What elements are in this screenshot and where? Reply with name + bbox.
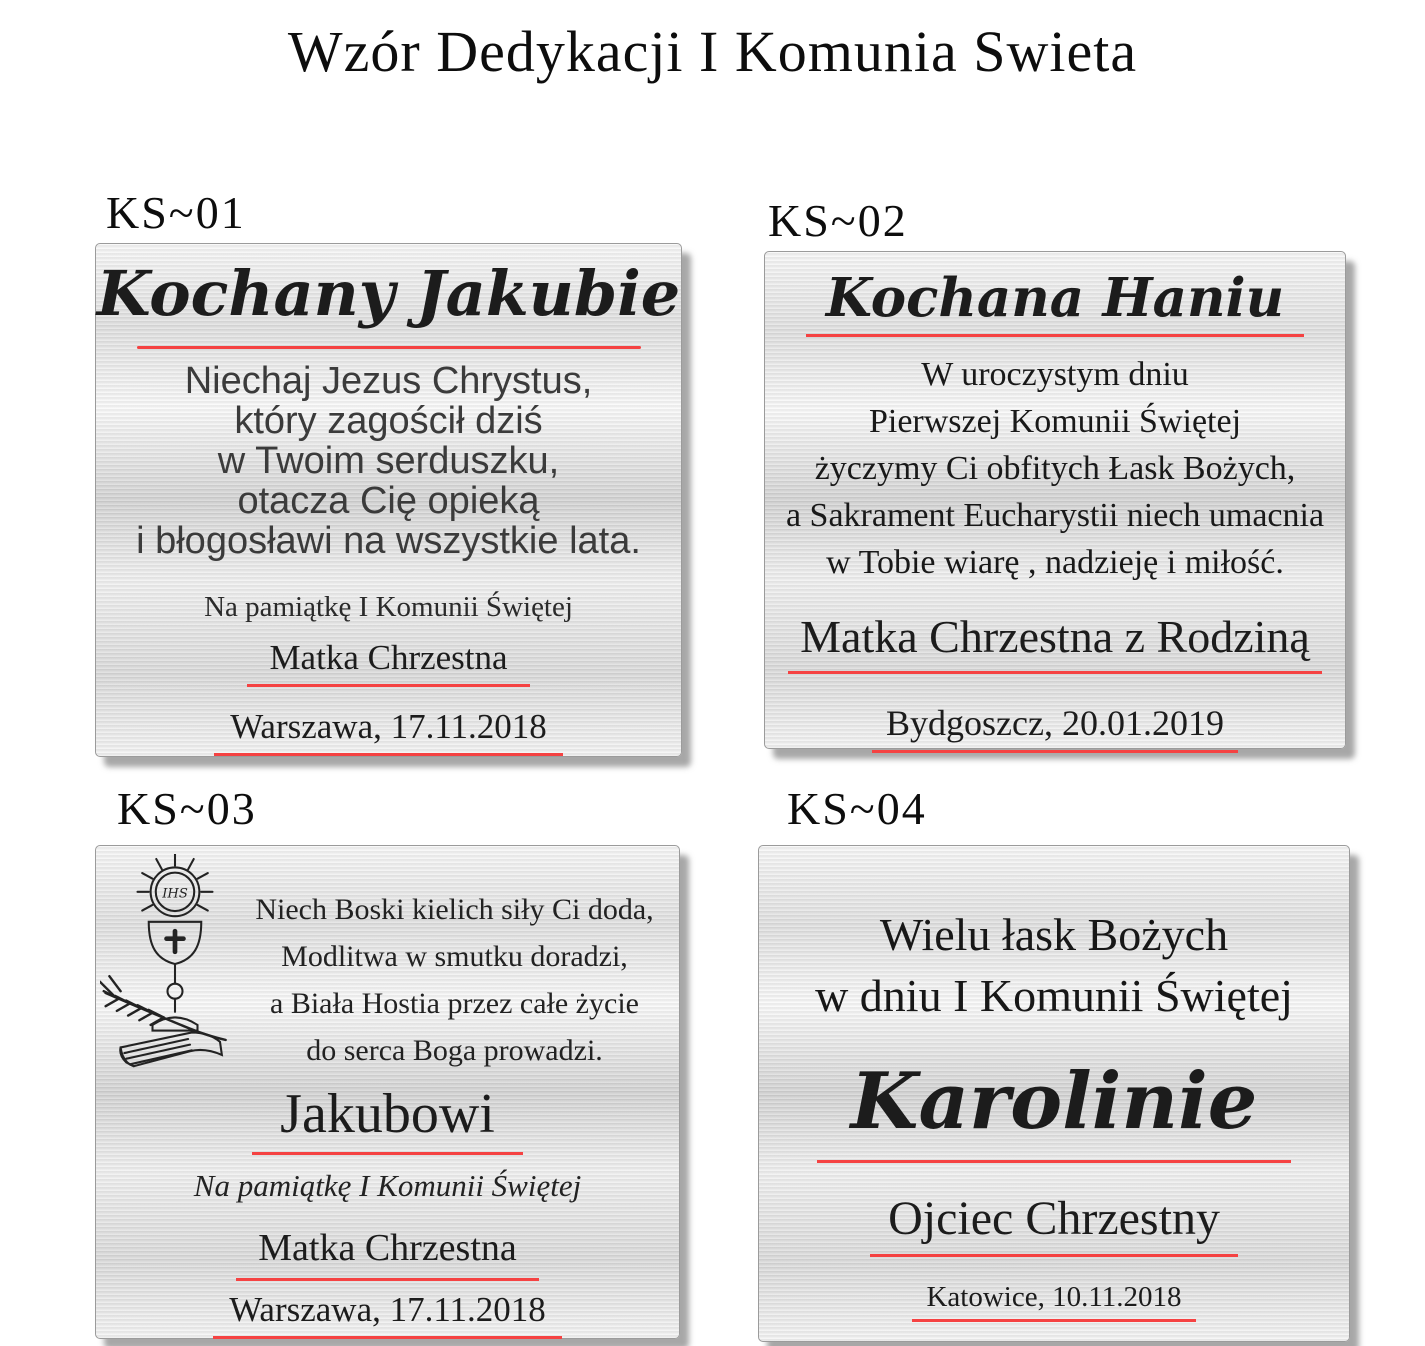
verse-line: w Twoim serduszku, xyxy=(217,440,560,482)
ks03-place-date: Warszawa, 17.11.2018 xyxy=(213,1290,562,1339)
communion-chalice-host-wheat-book-icon xyxy=(100,854,250,1089)
verse-line: do serca Boga prowadzi. xyxy=(306,1034,603,1067)
verse-line: Niechaj Jezus Chrystus, xyxy=(184,360,593,402)
verse-line: a Sakrament Eucharystii niech umacnia xyxy=(785,497,1325,534)
plaque-ks03 xyxy=(95,845,680,1339)
plaque-ks02-label: KS~02 xyxy=(768,195,908,246)
ks03-verse xyxy=(234,886,675,1074)
plaque-ks04 xyxy=(758,845,1350,1342)
ks04-verse xyxy=(815,904,1293,1026)
verse-line: w dniu I Komunii Świętej xyxy=(815,970,1293,1021)
ks04-place-date: Katowice, 10.11.2018 xyxy=(912,1281,1195,1322)
host-ihs-monogram: IHS xyxy=(162,886,188,902)
ks03-memorial-line: Na pamiątkę I Komunii Świętej xyxy=(193,1168,582,1203)
verse-line: Modlitwa w smutku doradzi, xyxy=(281,940,628,973)
verse-line: w Tobie wiarę , nadzieję i miłość. xyxy=(826,544,1284,581)
ks03-place-date-row xyxy=(96,1290,679,1339)
host-icon xyxy=(151,867,200,916)
plaque-ks01 xyxy=(95,243,682,757)
ks03-dedication-name-row xyxy=(96,1082,679,1155)
ks03-dedication-name: Jakubowi xyxy=(252,1082,523,1155)
ks01-memorial-line: Na pamiątkę I Komunii Świętej xyxy=(204,591,573,623)
plaque-ks01-label: KS~01 xyxy=(106,187,246,238)
verse-line: który zagościł dziś xyxy=(234,400,543,442)
ks02-dedication-heading: Kochana Haniu xyxy=(806,266,1304,337)
verse-line: Niech Boski kielich siły Ci doda, xyxy=(255,893,654,926)
ks01-heading-underline xyxy=(137,346,641,349)
verse-line: życzymy Ci obfitych Łask Bożych, xyxy=(814,450,1296,487)
ks03-signature: Matka Chrzestna xyxy=(236,1226,539,1281)
ks02-place-date: Bydgoszcz, 20.01.2019 xyxy=(872,702,1238,753)
verse-line: Pierwszej Komunii Świętej xyxy=(868,403,1242,440)
plaque-ks04-label: KS~04 xyxy=(787,783,927,834)
ks04-dedication-name: Karolinie xyxy=(817,1054,1292,1163)
plaque-ks03-label: KS~03 xyxy=(117,783,257,834)
ks02-signature: Matka Chrzestna z Rodziną xyxy=(788,610,1322,674)
verse-line: Wielu łask Bożych xyxy=(879,909,1229,960)
page-title: Wzór Dedykacji I Komunia Swieta xyxy=(287,19,1138,84)
verse-line: W uroczystym dniu xyxy=(921,356,1189,393)
book-icon xyxy=(120,1032,222,1066)
ks02-verse xyxy=(786,351,1324,586)
host-rays-icon xyxy=(138,854,213,910)
ks01-dedication-heading: Kochany Jakubie xyxy=(96,257,681,330)
ks04-signature: Ojciec Chrzestny xyxy=(870,1191,1238,1257)
ks03-signature-row xyxy=(96,1226,679,1281)
plaque-ks02 xyxy=(764,251,1346,749)
ks01-verse xyxy=(136,361,641,561)
verse-line: a Biała Hostia przez całe życie xyxy=(270,987,639,1020)
ks01-signature: Matka Chrzestna xyxy=(247,638,529,687)
verse-line: i błogosławi na wszystkie lata. xyxy=(136,520,641,562)
verse-line: otacza Cię opieką xyxy=(237,480,540,522)
ks01-place-date: Warszawa, 17.11.2018 xyxy=(214,707,563,756)
